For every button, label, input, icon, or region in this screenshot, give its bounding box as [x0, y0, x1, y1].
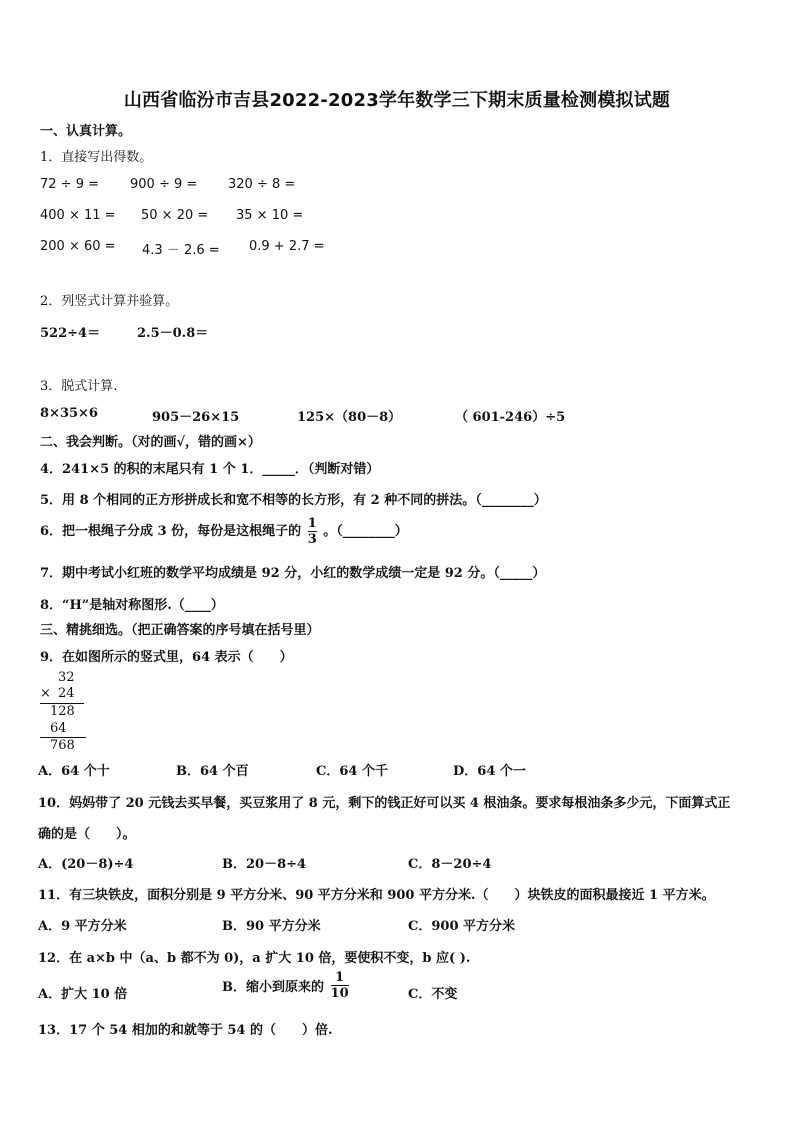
- q1-r2-c3: 35 × 10 =: [236, 208, 304, 223]
- section-2-heading: 二、我会判断。（对的画√，错的画×）: [40, 435, 261, 450]
- q6-pre: 6．把一根绳子分成 3 份，每份是这根绳子的: [40, 524, 302, 539]
- q6-post: 。（________）: [323, 524, 408, 539]
- q1-r3-c1: 200 × 60 =: [40, 239, 116, 254]
- q3-item-1: 8×35×6: [40, 406, 98, 421]
- q2-item-1: 522÷4＝: [40, 326, 101, 341]
- q11-option-c[interactable]: C．900 平方分米: [408, 919, 516, 934]
- q11-label: 11．有三块铁皮，面积分别是 9 平方分米、90 平方分米和 900 平方分米.（ ）块铁皮的面积最接近 1 平方米。: [38, 888, 715, 903]
- q9-label: 9．在如图所示的竖式里，64 表示（ ）: [40, 650, 293, 665]
- q11-option-a[interactable]: A．9 平方分米: [38, 919, 127, 934]
- q12-option-b-fraction: [331, 970, 349, 1001]
- q9-option-c[interactable]: C．64 个千: [316, 764, 388, 779]
- q9-v-64: 64: [50, 721, 67, 736]
- q5-text: 5．用 8 个相同的正方形拼成长和宽不相等的长方形，有 2 种不同的拼法。（________）: [40, 493, 547, 508]
- q6-fraction-num: 1: [307, 516, 317, 531]
- q9-v-24: 24: [58, 686, 75, 701]
- q9-v-32: 32: [58, 670, 75, 685]
- q9-v-768: 768: [50, 738, 75, 753]
- q4-text: 4．241×5 的积的末尾只有 1 个 1．_____．（判断对错）: [40, 462, 380, 477]
- q1-r3-c3: 0.9 + 2.7 =: [249, 239, 325, 254]
- q10-line-1: 10．妈妈带了 20 元钱去买早餐，买豆浆用了 8 元，剩下的钱正好可以买 4 根油条。要求每根油条多少元，下面算式正: [38, 796, 731, 811]
- q2-label: 2．列竖式计算并验算。: [40, 294, 179, 309]
- q3-item-4: （ 601-246）÷5: [455, 410, 566, 425]
- q10-option-b[interactable]: B．20－8÷4: [222, 857, 307, 872]
- q9-vertical-multiplication: [40, 670, 110, 756]
- section-1-heading: 一、认真计算。: [40, 124, 132, 139]
- q11-option-b[interactable]: B．90 平方分米: [222, 919, 321, 934]
- q9-v-128: 128: [50, 704, 75, 719]
- q2-item-2: 2.5－0.8＝: [137, 326, 209, 341]
- q9-option-b[interactable]: B．64 个百: [176, 764, 249, 779]
- q1-label: 1．直接写出得数。: [40, 150, 153, 165]
- q1-r1-c3: 320 ÷ 8 =: [228, 177, 296, 192]
- q9-option-a[interactable]: A．64 个十: [38, 764, 110, 779]
- q7-text: 7．期中考试小红班的数学平均成绩是 92 分，小红的数学成绩一定是 92 分。（_____）: [40, 566, 546, 581]
- q1-r2-c2: 50 × 20 =: [141, 208, 209, 223]
- q12-option-b[interactable]: [222, 970, 351, 1001]
- q10-option-c[interactable]: C．8－20÷4: [408, 857, 492, 872]
- q10-option-a[interactable]: A．(20－8)÷4: [38, 857, 134, 872]
- q3-item-3: 125×（80－8）: [297, 410, 402, 425]
- section-3-heading: 三、精挑细选。（把正确答案的序号填在括号里）: [40, 623, 320, 638]
- q3-label: 3．脱式计算.: [40, 379, 118, 394]
- q1-r3-c2: 4.3 － 2.6 =: [142, 243, 220, 258]
- q9-v-times: ×: [40, 686, 51, 701]
- q8-text: 8．“H”是轴对称图形.（____）: [40, 598, 224, 613]
- q13-label: 13．17 个 54 相加的和就等于 54 的（ ）倍.: [38, 1023, 333, 1038]
- q1-r1-c1: 72 ÷ 9 =: [40, 177, 99, 192]
- page-title: 山西省临汾市吉县2022-2023学年数学三下期末质量检测模拟试题: [123, 90, 671, 111]
- q3-item-2: 905－26×15: [152, 410, 240, 425]
- q12-option-b-num: 1: [335, 970, 345, 985]
- q6-text: [40, 516, 408, 547]
- q12-option-c[interactable]: C．不变: [408, 987, 458, 1002]
- q12-option-b-text: B．缩小到原来的: [222, 980, 324, 995]
- q12-option-b-den: 10: [330, 986, 349, 1001]
- q1-r2-c1: 400 × 11 =: [40, 208, 116, 223]
- q12-label: 12．在 a×b 中（a、b 都不为 0)，a 扩大 10 倍，要使积不变，b 应( ).: [38, 951, 471, 966]
- q6-fraction: [308, 516, 317, 547]
- q10-line-2: 确的是（ ）。: [38, 827, 136, 842]
- q12-option-a[interactable]: A．扩大 10 倍: [38, 987, 128, 1002]
- q1-r1-c2: 900 ÷ 9 =: [130, 177, 198, 192]
- q9-option-d[interactable]: D．64 个一: [453, 764, 526, 779]
- q6-fraction-den: 3: [307, 532, 317, 547]
